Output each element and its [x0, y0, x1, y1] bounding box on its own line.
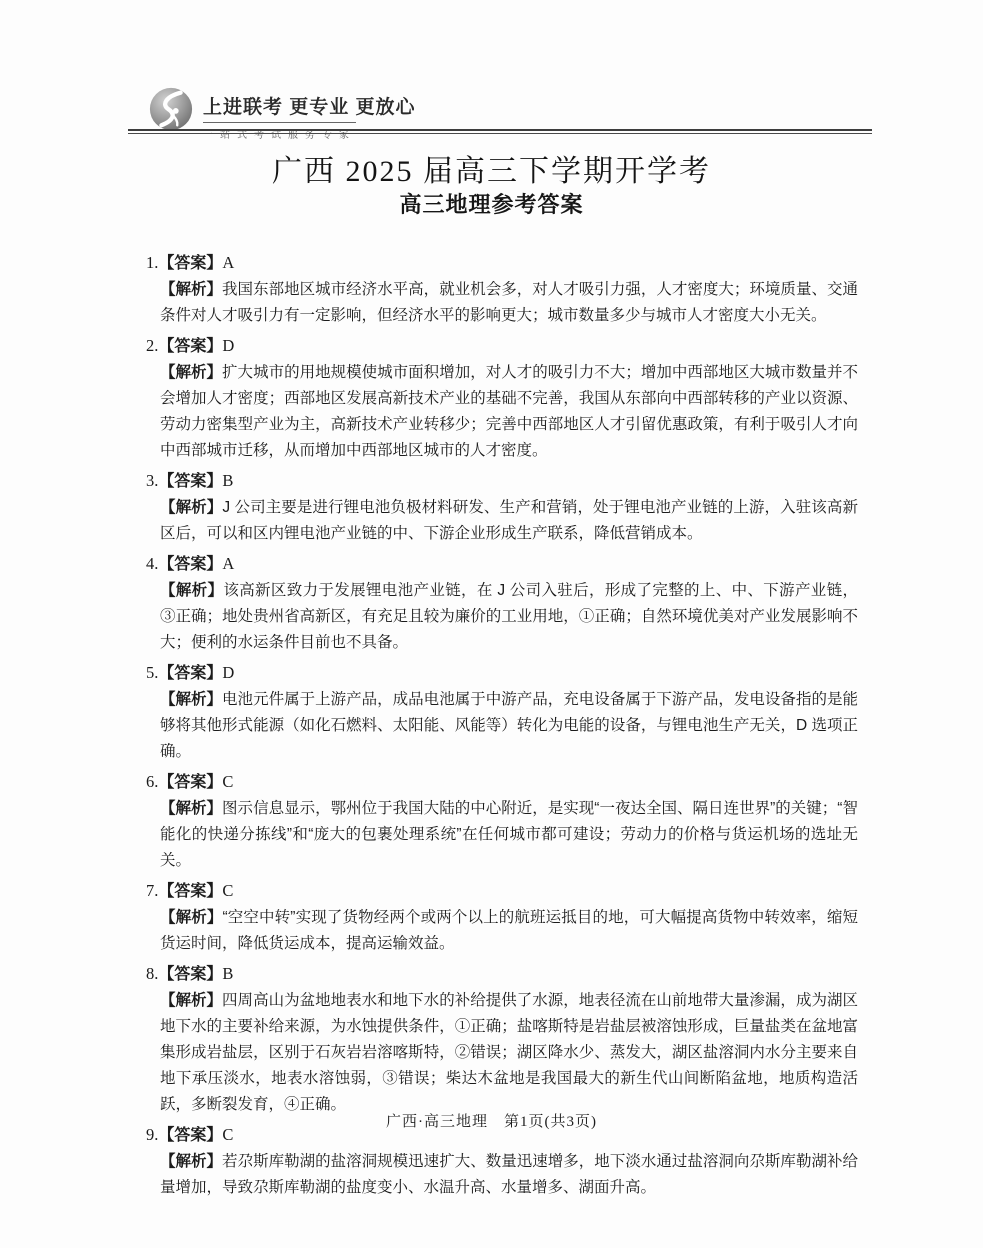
item-number: 4.: [146, 554, 159, 573]
explanation-text: “空空中转”实现了货物经两个或两个以上的航班运抵目的地，可大幅提高货物中转效率，缩短货运时间，降低货运成本，提高运输效益。: [160, 909, 858, 952]
item-number: 5.: [146, 663, 159, 682]
item-number: 6.: [146, 772, 159, 791]
answer-letter: D: [222, 663, 235, 682]
answer-item-8: [146, 961, 858, 1118]
explanation: [160, 1149, 858, 1201]
answer-label: 【答案】: [158, 966, 223, 983]
page-title: 广西 2025 届高三下学期开学考: [272, 155, 711, 188]
answer-label: 【答案】: [158, 883, 223, 900]
explanation-text: J 公司主要是进行锂电池负极材料研发、生产和营销，处于锂电池产业链的上游，入驻该高新区后，可以和区内锂电池产业链的中、下游企业形成生产联系，降低营销成本。: [160, 499, 858, 542]
answer-list: [146, 246, 858, 1201]
analysis-label: 【解析】: [160, 582, 224, 599]
answer-item-6: [146, 769, 858, 874]
header-divider: [128, 129, 872, 134]
explanation-text: 该高新区致力于发展锂电池产业链，在 J 公司入驻后，形成了完整的上、中、下游产业链，③正确；地处贵州省高新区，有充足且较为廉价的工业用地，①正确；自然环境优美对产业发展影响不大；便利的水运条件目前也不具备。: [160, 582, 858, 651]
explanation-text: 若尕斯库勒湖的盐溶洞规模迅速扩大、数量迅速增多，地下淡水通过盐溶洞向尕斯库勒湖补给量增加，导致尕斯库勒湖的盐度变小、水温升高、水量增多、湖面升高。: [160, 1153, 858, 1196]
answer-label: 【答案】: [158, 338, 223, 355]
explanation: [160, 988, 858, 1118]
explanation: [160, 277, 858, 329]
answer-item-3: [146, 468, 858, 547]
explanation: [160, 495, 858, 547]
brand-sphere-logo-icon: [148, 86, 194, 132]
answer-label: 【答案】: [158, 255, 223, 272]
answer-label: 【答案】: [158, 774, 223, 791]
answer-line: [146, 468, 858, 495]
answer-item-9: [146, 1122, 858, 1201]
explanation: [160, 796, 858, 874]
answer-letter: A: [222, 253, 235, 272]
explanation-text: 我国东部地区城市经济水平高，就业机会多，对人才吸引力强，人才密度大；环境质量、交通条件对人才吸引力有一定影响，但经济水平的影响更大；城市数量多少与城市人才密度大小无关。: [160, 281, 858, 324]
analysis-label: 【解析】: [160, 800, 223, 817]
analysis-label: 【解析】: [160, 992, 223, 1009]
explanation: [160, 578, 858, 656]
answer-item-2: [146, 333, 858, 464]
answer-line: [146, 551, 858, 578]
explanation: [160, 360, 858, 464]
item-number: 2.: [146, 336, 159, 355]
item-number: 1.: [146, 253, 159, 272]
brand-header: [148, 86, 416, 143]
analysis-label: 【解析】: [160, 909, 223, 926]
answer-label: 【答案】: [158, 473, 223, 490]
answer-line: [146, 333, 858, 360]
explanation-text: 电池元件属于上游产品，成品电池属于中游产品，充电设备属于下游产品，发电设备指的是能够将其他形式能源（如化石燃料、太阳能、风能等）转化为电能的设备，与锂电池生产无关，D 选项正确。: [160, 691, 858, 760]
answer-label: 【答案】: [158, 556, 223, 573]
answer-item-4: [146, 551, 858, 656]
answer-letter: B: [222, 471, 234, 490]
answer-line: [146, 660, 858, 687]
item-number: 8.: [146, 964, 159, 983]
item-number: 7.: [146, 881, 159, 900]
answer-label: 【答案】: [158, 665, 223, 682]
answer-letter: C: [222, 881, 234, 900]
brand-text-block: [203, 86, 416, 143]
answer-line: [146, 878, 858, 905]
explanation: [160, 687, 858, 765]
answer-line: [146, 961, 858, 988]
answer-letter: D: [222, 336, 235, 355]
answer-letter: C: [222, 772, 234, 791]
answer-line: [146, 769, 858, 796]
item-number: 9.: [146, 1125, 159, 1144]
answer-item-5: [146, 660, 858, 765]
analysis-label: 【解析】: [160, 364, 223, 381]
explanation-text: 图示信息显示，鄂州位于我国大陆的中心附近，是实现“一夜达全国、隔日连世界”的关键；“智能化的快递分拣线”和“庞大的包裹处理系统”在任何城市都可建设；劳动力的价格与货运机场的选址无关。: [160, 800, 858, 869]
analysis-label: 【解析】: [160, 1153, 223, 1170]
analysis-label: 【解析】: [160, 691, 223, 708]
footer-text: 广西·高三地理 第1页(共3页): [386, 1114, 597, 1130]
brand-tagline: 一站式考试服务专家: [203, 122, 356, 141]
answer-line: [146, 250, 858, 277]
page-footer: [0, 1110, 983, 1131]
answer-item-7: [146, 878, 858, 957]
analysis-label: 【解析】: [160, 281, 223, 298]
explanation-text: 扩大城市的用地规模使城市面积增加，对人才的吸引力不大；增加中西部地区大城市数量并不会增加人才密度；西部地区发展高新技术产业的基础不完善，我国从东部向中西部转移的产业以资源、劳动力密集型产业为主，高新技术产业转移少；完善中西部地区人才引留优惠政策，有利于吸引人才向中西部城市迁移，从而增加中西部地区城市的人才密度。: [160, 364, 858, 459]
answer-letter: B: [222, 964, 234, 983]
page-subtitle: 高三地理参考答案: [399, 192, 584, 217]
explanation-text: 四周高山为盆地地表水和地下水的补给提供了水源，地表径流在山前地带大量渗漏，成为湖区地下水的主要补给来源，为水蚀提供条件，①正确；盐喀斯特是岩盐层被溶蚀形成，巨量盐类在盆地富集形成岩盐层，区别于石灰岩岩溶喀斯特，②错误；湖区降水少、蒸发大，湖区盐溶洞内水分主要来自地下承压淡水，地表水溶蚀弱，③错误；柴达木盆地是我国最大的新生代山间断陷盆地，地质构造活跃，多断裂发育，④正确。: [160, 992, 858, 1113]
answer-item-1: [146, 250, 858, 329]
analysis-label: 【解析】: [160, 499, 223, 516]
brand-title: 上进联考 更专业 更放心: [203, 97, 416, 118]
answer-letter: C: [222, 1125, 234, 1144]
answer-letter: A: [222, 554, 235, 573]
answer-label: 【答案】: [158, 1127, 223, 1144]
explanation: [160, 905, 858, 957]
item-number: 3.: [146, 471, 159, 490]
